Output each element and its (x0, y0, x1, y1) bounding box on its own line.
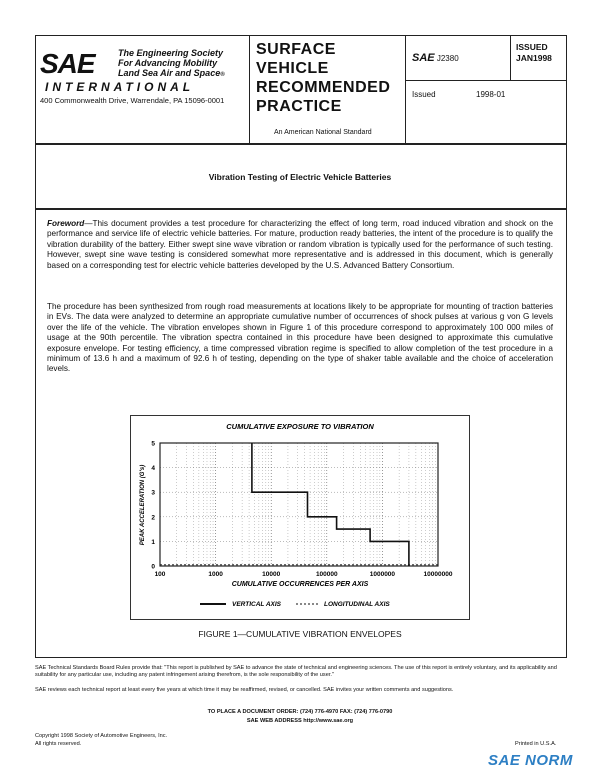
international-label: INTERNATIONAL (45, 80, 195, 94)
sae-logo: SAE (40, 48, 95, 79)
y-tick-label: 3 (151, 489, 155, 497)
policy-note: SAE Technical Standards Board Rules provide that: "This report is published by SAE to advance the state of technical and engineering sciences. The use of this report is entirely voluntary, and its applicability and suitability for any particular use, including any patent infringement arising therefrom, is the sole responsibility of the user." (35, 665, 557, 678)
issued-label: ISSUED (516, 42, 548, 52)
x-tick-label: 1000 (208, 571, 223, 578)
doc-number: J2380 (436, 54, 459, 63)
y-tick-label: 1 (151, 538, 155, 546)
series-line-vertical (252, 443, 409, 566)
issued-row-date: 1998-01 (476, 90, 506, 99)
doc-type-line-2: VEHICLE (256, 60, 329, 77)
doc-type-line-4: PRACTICE (256, 98, 342, 115)
x-tick-label: 100000 (315, 571, 338, 578)
header-divider-4 (405, 80, 566, 81)
web-line: SAE WEB ADDRESS http://www.sae.org (246, 718, 354, 724)
y-tick-label: 5 (151, 440, 155, 448)
issued-row-label: Issued (412, 90, 436, 99)
y-tick-label: 0 (151, 563, 155, 571)
procedure-paragraph: The procedure has been synthesized from rough road measurements at locations likely to be appropriate for mounting of traction batteries in EVs. The data were analyzed to determine an appropriate cumulative number of occurrences of shock pulses at various g von G levels over the life of the vehicle. The vibration envelopes shown in Figure 1 of this procedure correspond to approximately 100 000 miles of usage at the 90th percentile. The vibration spectra contained in this procedure have been designed to approximate this cumulative exposure envelope. For testing efficiency, a time compressed vibration regime is specified to allow completion of the test procedure in a minimum of 13.6 h and a maximum of 92.6 h of testing, depending on the type of shaker table available and the choice of acceleration levels. (47, 302, 553, 374)
sae-tagline (118, 48, 225, 80)
order-line: TO PLACE A DOCUMENT ORDER: (724) 776-4970 FAX: (724) 776-0790 (207, 709, 393, 715)
y-tick-labels (151, 441, 155, 571)
tagline-line-1: The Engineering Society (118, 48, 224, 58)
document-number (412, 52, 459, 64)
x-tick-label: 10000 (262, 571, 281, 578)
rights-reserved: All rights reserved. (35, 741, 82, 747)
legend-vertical-label: VERTICAL AXIS (232, 601, 282, 608)
y-tick-label: 4 (151, 465, 155, 473)
issued-row (412, 90, 552, 99)
x-tick-label: 10000000 (423, 571, 453, 578)
foreword-label: Foreword (47, 219, 85, 228)
copyright: Copyright 1998 Society of Automotive Engineers, Inc. (35, 733, 168, 739)
header-divider-3 (510, 35, 511, 80)
legend-longitudinal-label: LONGITUDINAL AXIS (324, 601, 390, 608)
plot-area (160, 443, 438, 566)
x-tick-label: 1000000 (369, 571, 396, 578)
tagline-line-3: Land Sea Air and Space® (118, 68, 225, 78)
issued-date: JAN1998 (516, 53, 552, 63)
standard-note: An American National Standard (274, 129, 372, 136)
issued-box (516, 42, 552, 64)
document-title: Vibration Testing of Electric Vehicle Batteries (208, 172, 392, 182)
chart-grid (160, 443, 438, 566)
figure-caption: FIGURE 1—CUMULATIVE VIBRATION ENVELOPES (198, 629, 402, 639)
sae-address: 400 Commonwealth Drive, Warrendale, PA 15096-0001 (40, 96, 225, 105)
vibration-chart (130, 415, 470, 620)
x-axis-label: CUMULATIVE OCCURRENCES PER AXIS (231, 581, 369, 588)
doc-number-prefix: SAE (412, 52, 435, 64)
foreword-text: —This document provides a test procedure for characterizing the effect of long term, road induced vibration and shock on the performance and service life of electric vehicle batteries. For mature, production ready batteries, the intent of the procedure is to qualify the vibration durability of the battery. Either swept sine wave vibration or random vibration is typically used for the performance of such testing. However, swept sine wave testing is considered somewhat more representative and is addressed in this document, which is generally based on a corresponding test for electric vehicle batteries developed by the U.S. Advanced Battery Consortium. (47, 219, 553, 270)
header-divider-1 (249, 35, 250, 143)
y-tick-label: 2 (151, 514, 155, 522)
tagline-line-2: For Advancing Mobility (118, 58, 218, 68)
document-type (256, 40, 390, 116)
doc-type-line-1: SURFACE (256, 41, 336, 58)
x-tick-labels (155, 571, 453, 578)
sae-norm-watermark: SAE NORM (488, 752, 573, 769)
y-axis-label: PEAK ACCELERATION (G's) (140, 464, 146, 546)
x-tick-label: 100 (154, 571, 166, 578)
chart-series (160, 443, 438, 566)
chart-border (131, 416, 470, 620)
printed-note: Printed in U.S.A. (515, 741, 557, 747)
chart-title: CUMULATIVE EXPOSURE TO VIBRATION (226, 422, 374, 431)
review-note: SAE reviews each technical report at least every five years at which time it may be reaffirmed, revised, or cancelled. SAE invites your written comments and suggestions. (35, 687, 454, 693)
foreword-paragraph (47, 219, 553, 271)
doc-type-line-3: RECOMMENDED (256, 79, 391, 96)
header-divider-2 (405, 35, 406, 143)
